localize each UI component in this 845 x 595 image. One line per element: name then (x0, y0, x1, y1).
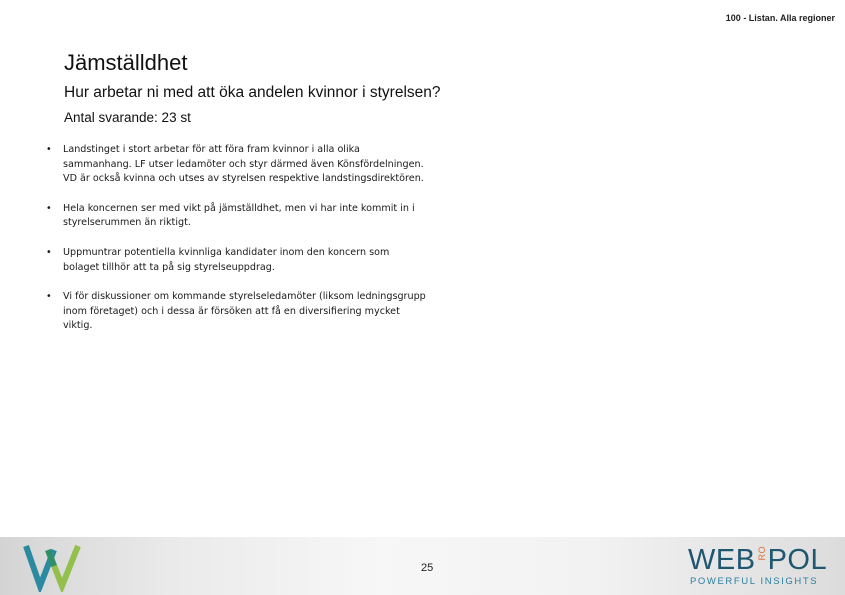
w-logo-icon (22, 542, 84, 592)
answer-text: Uppmuntrar potentiella kvinnliga kandidater inom den koncern som bolaget tillhör att ta på sig styrelseuppdrag. (63, 246, 390, 273)
answer-item (46, 246, 426, 275)
webpol-tagline: POWERFUL INSIGHTS (690, 576, 819, 587)
webpol-wordmark: WEBROPOL (688, 544, 828, 576)
answer-text: Vi för diskussioner om kommande styrelseledamöter (liksom ledningsgrupp inom företaget) och i dessa är försöken att få en diversifiering mycket viktig. (63, 291, 426, 332)
page-number: 25 (421, 562, 434, 574)
bullet-icon: • (46, 144, 52, 155)
footer-bar (0, 537, 845, 595)
answer-text: Hela koncernen ser med vikt på jämställdhet, men vi har inte kommit in i styrelserummen än riktigt. (63, 202, 415, 229)
bullet-icon: • (46, 246, 52, 258)
answer-list (46, 143, 426, 349)
answer-item (46, 290, 426, 334)
answer-item (46, 202, 426, 231)
respondent-count: Antal svarande: 23 st (64, 110, 191, 125)
webpol-ro-mark: RO (756, 545, 767, 560)
answer-text: Landstinget i stort arbetar för att föra fram kvinnor i alla olika sammanhang. LF utser ledamöter och styr därmed även Könsfördelningen. VD är också kvinna och utses av styrelsen respektive landstingsdirektören. (63, 144, 424, 185)
slide-title: Jämställdhet (64, 50, 188, 75)
bullet-icon: • (46, 291, 52, 303)
webpol-logo (688, 544, 828, 589)
report-label: 100 - Listan. Alla regioner (725, 13, 835, 23)
survey-question: Hur arbetar ni med att öka andelen kvinnor i styrelsen? (64, 84, 441, 101)
bullet-icon: • (46, 202, 52, 214)
answer-item (46, 143, 426, 187)
